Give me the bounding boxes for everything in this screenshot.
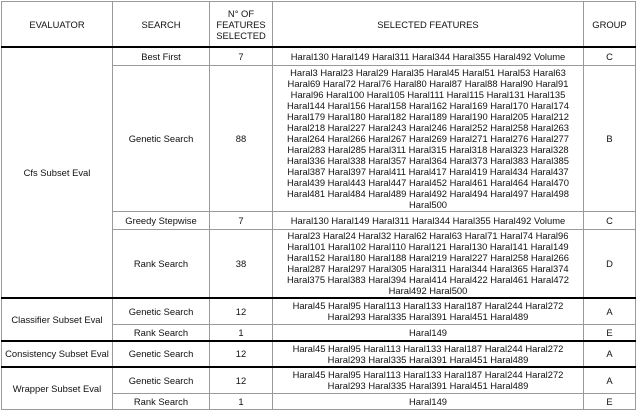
table-row	[2, 47, 636, 65]
features-cell: Haral130 Haral149 Haral311 Haral344 Haral355 Haral492 Volume	[273, 211, 584, 229]
search-cell: Rank Search	[113, 324, 210, 340]
group-cell: E	[584, 324, 636, 340]
group-cell: A	[584, 298, 636, 324]
evaluator-cell: Classifier Subset Eval	[2, 298, 113, 341]
evaluator-cell: Wrapper Subset Eval	[2, 367, 113, 410]
count-cell: 1	[210, 324, 273, 340]
features-cell: Haral3 Haral23 Haral29 Haral35 Haral45 Haral51 Haral53 Haral63 Haral69 Haral72 Haral76 Haral80 Haral87 Haral88 Haral90 Haral91 Haral96 Haral100 Haral105 Haral111 Haral115 Haral131 Haral135 Haral144 Haral156 Haral158 Haral162 Haral169 Haral170 Haral174 Haral179 Haral180 Haral182 Haral189 Haral190 Haral205 Haral212 Haral218 Haral227 Haral243 Haral246 Haral252 Haral258 Haral263 Haral264 Haral266 Haral267 Haral269 Haral271 Haral276 Haral277 Haral283 Haral285 Haral311 Haral315 Haral318 Haral323 Haral328 Haral336 Haral338 Haral357 Haral364 Haral373 Haral383 Haral385 Haral387 Haral397 Haral411 Haral417 Haral419 Haral434 Haral437 Haral439 Haral443 Haral447 Haral452 Haral461 Haral464 Haral470 Haral481 Haral484 Haral489 Haral492 Haral494 Haral497 Haral498 Haral500	[273, 65, 584, 211]
count-cell: 1	[210, 393, 273, 409]
search-cell: Genetic Search	[113, 341, 210, 367]
features-cell: Haral149	[273, 324, 584, 340]
search-cell: Greedy Stepwise	[113, 211, 210, 229]
header-count: N° OF FEATURES SELECTED	[210, 2, 273, 48]
group-cell: A	[584, 367, 636, 393]
search-cell: Rank Search	[113, 393, 210, 409]
header-search: SEARCH	[113, 2, 210, 48]
evaluator-cell: Consistency Subset Eval	[2, 341, 113, 367]
search-cell: Genetic Search	[113, 65, 210, 211]
feature-selection-table	[1, 1, 636, 410]
table-row	[2, 298, 636, 324]
evaluator-cell: Cfs Subset Eval	[2, 47, 113, 298]
header-evaluator: EVALUATOR	[2, 2, 113, 48]
count-cell: 12	[210, 341, 273, 367]
group-cell: D	[584, 229, 636, 298]
header-row	[2, 2, 636, 48]
count-cell: 12	[210, 367, 273, 393]
count-cell: 88	[210, 65, 273, 211]
search-cell: Rank Search	[113, 229, 210, 298]
count-cell: 12	[210, 298, 273, 324]
group-cell: B	[584, 65, 636, 211]
features-cell: Haral130 Haral149 Haral311 Haral344 Haral355 Haral492 Volume	[273, 47, 584, 65]
features-cell: Haral149	[273, 393, 584, 409]
count-cell: 7	[210, 47, 273, 65]
group-cell: E	[584, 393, 636, 409]
table-row	[2, 341, 636, 367]
features-cell: Haral45 Haral95 Haral113 Haral133 Haral187 Haral244 Haral272 Haral293 Haral335 Haral391 Haral451 Haral489	[273, 298, 584, 324]
group-cell: C	[584, 211, 636, 229]
search-cell: Best First	[113, 47, 210, 65]
header-group: GROUP	[584, 2, 636, 48]
features-cell: Haral45 Haral95 Haral113 Haral133 Haral187 Haral244 Haral272 Haral293 Haral335 Haral391 Haral451 Haral489	[273, 341, 584, 367]
group-cell: C	[584, 47, 636, 65]
features-cell: Haral23 Haral24 Haral32 Haral62 Haral63 Haral71 Haral74 Haral96 Haral101 Haral102 Haral110 Haral121 Haral130 Haral141 Haral149 Haral152 Haral180 Haral188 Haral219 Haral227 Haral258 Haral266 Haral287 Haral297 Haral305 Haral311 Haral344 Haral365 Haral374 Haral375 Haral383 Haral394 Haral414 Haral422 Haral461 Haral472 Haral492 Haral500	[273, 229, 584, 298]
count-cell: 7	[210, 211, 273, 229]
group-cell: A	[584, 341, 636, 367]
search-cell: Genetic Search	[113, 367, 210, 393]
count-cell: 38	[210, 229, 273, 298]
features-cell: Haral45 Haral95 Haral113 Haral133 Haral187 Haral244 Haral272 Haral293 Haral335 Haral391 Haral451 Haral489	[273, 367, 584, 393]
header-features: SELECTED FEATURES	[273, 2, 584, 48]
table-row	[2, 367, 636, 393]
search-cell: Genetic Search	[113, 298, 210, 324]
